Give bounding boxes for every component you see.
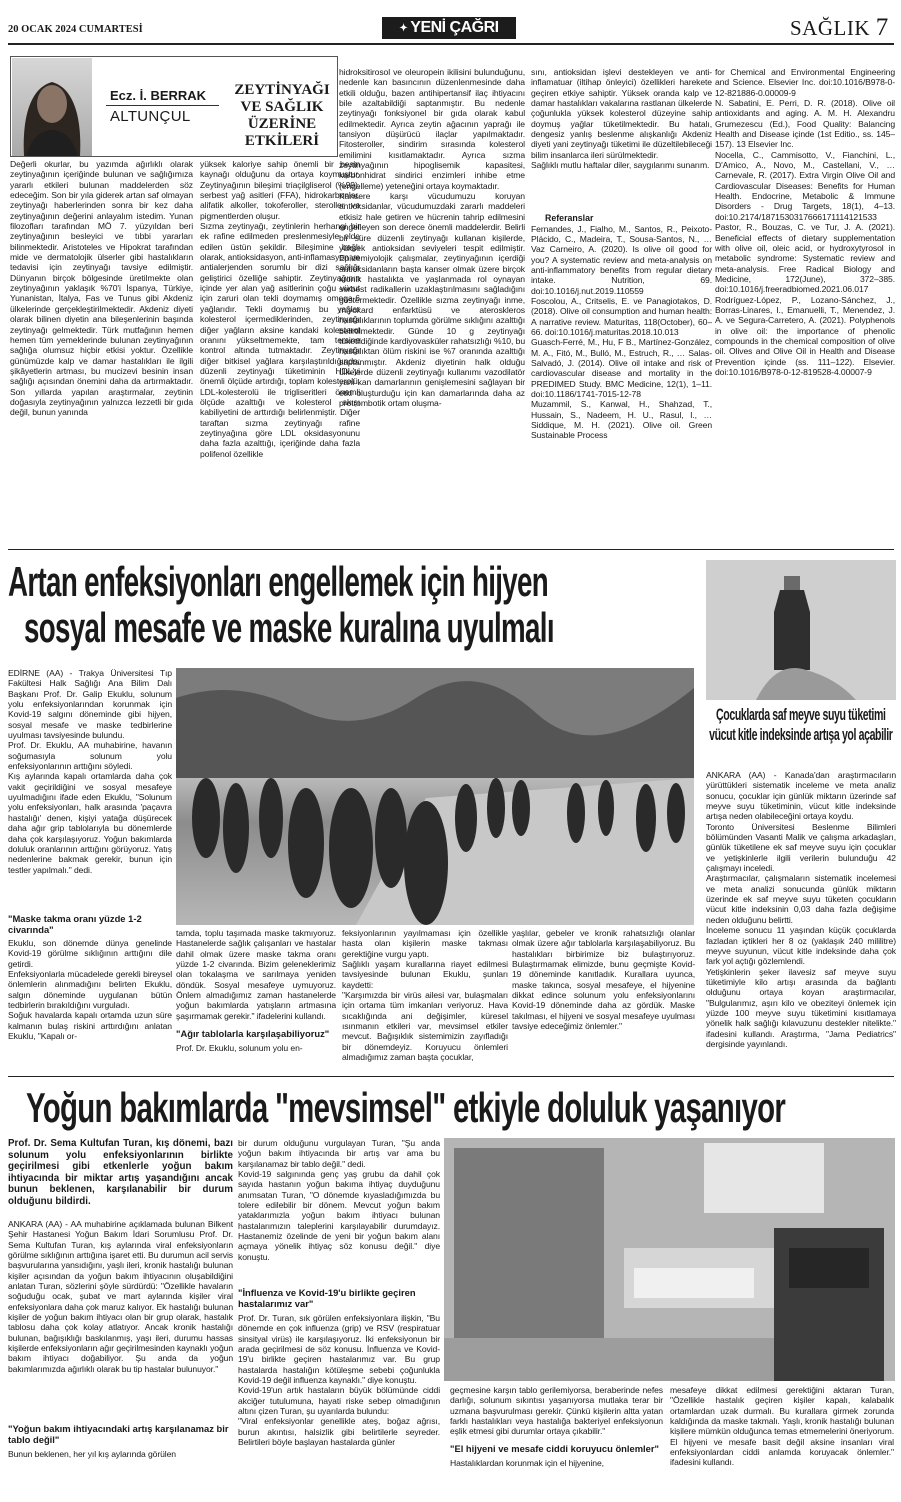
article2-headline-line2: sosyal mesafe ve maske kuralına uyulmalı — [24, 604, 554, 651]
article3-text-col3b: Hastalıklardan korunmak için el hijyenine, — [450, 1458, 604, 1468]
article3-text-col3: geçmesine karşın tablo gerilemiyorsa, beraberinde nefes darlığı, solunum sıkıntısı yaşanıyorsa mutlaka terar bir uzmana başvurulması gerekir. Çünkü kişilerin altta yatan farklı hastalıkları veya hastalığa bakteriyel enfeksiyonun eşlik etmesi gibi durumlar ortaya çıkabilir." — [450, 1385, 663, 1437]
article3-subhead-1: "Yoğun bakım ihtiyacındaki artış karşılanamaz bir tablo değil" — [8, 1423, 229, 1445]
article2-text-col4: yaşlılar, gebeler ve kronik rahatsızlığı olanlar olmak üzere ağır tablolarla karşılaşabiliyoruz. Bu hastalıkları birbirimize biz bulaştırıyoruz. Bulaştırmamak elimizde, bunu geçmişte Kovid-19 döneminde kanıtladık. Kurallara uyunca, maske takınca, sosyal mesafeye, el hijyenine dikkat edince solunum yolu enfeksiyonlarını Kovid-19 döneminde daha az gördük. Maske takılması, el hijyeni ve sosyal mesafeye uyulması tavsiye edeceğimiz önlemler." — [512, 928, 695, 1032]
article3-col1 — [8, 1138, 233, 1498]
author-title: Ecz. İ. BERRAK — [110, 88, 207, 103]
column-text-col1: Değerli okurlar, bu yazımda ağırlıklı olarak zeytinyağının içeriğinde bulunan ve sağlığımıza yararlı etkileri bulunan maddelerden söz edeceğim. Son bir yıla giderek artan saf olmayan zeytinyağı haberlerinden sonra bir kez daha zeytinyağının değerini anlayalım istedim. Yunan filozofları tarafından MÖ 7. yüzyıldan beri zeytinyağının besleyici ve tıbbi yararları bilinmektedir. Aristoteles ve Hipokrat tarafından mide ve dermatolojik ülserler gibi hastalıkların tedavisi için zeytinyağı tavsiye edilmiştir. Dünyanın birçok bölgesinde üretilmekte olan zeytinyağının yaklaşık %70'i İspanya, Türkiye, Yunanistan, İtalya, Fas ve Tunus gibi Akdeniz ülkelerinde gerçekleştirilmektedir. Akdeniz diyeti olarak bilinen diyetin ana bileşenlerinin başında zeytinyağı gelmektedir. Türk mutfağının hemen hemen tüm yemeklerinde bulunan zeytinyağının sağlığa olumsuz hiçbir etkisi yoktur. Özellikle günümüzde kalp ve damar hastalıkları ile ilgili şikâyetlerin artması, bu mucizevi besinin insan sağlığı açısından önemini daha da artırmaktadır. Son yıllarda yapılan araştırmalar, zeytinin doğasıyla zeytinyağının yalnızca lezzetli bir gıda değil, bunun yanında — [10, 159, 193, 418]
juice-bottle-icon — [706, 560, 896, 700]
article2-text-col2: tamda, toplu taşımada maske takmıyoruz. Hastanelerde sağlık çalışanları ve hastalar dahil olmak üzere maske takma oranı yüzde 1-2 civarında. Bizim geleneklerimiz olan tokalaşma ve sarılmaya yeniden döndük. Sosyal mesafeye uymuyoruz. Önlem almadığımız zaman hastanelerde yoğun bakımlarda yatışların artmasına şaşırmamak gerekir." ifadelerini kullandı. — [176, 928, 336, 1021]
section-name: SAĞLIK — [790, 16, 870, 40]
article3-text-col4: mesafeye dikkat edilmesi gerektiğini aktaran Turan, "Özellikle hastalık geçiren kişiler kapalı, kalabalık ortamlardan uzak durmalı. Bu kurallara girmek zorunda kaldığında da maske takmalı. Yaşlı, kronik hastalığı bulunan kişilere mümkün olduğunca temas etmemelerini öneriyorum. El hijyeni ve mesafe basit değil aksine insanları viral enfeksiyonlardan ciddi anlamda koruyacak önlemler." ifadesini kullandı. — [670, 1385, 894, 1468]
article3-text-col2: bir durum olduğunu vurgulayan Turan, "Şu anda yoğun bakım ihtiyacında bir artış var ama bu karşılanamaz bir tablo değil." dedi. Kovid-19 salgınında genç yaş grubu da dahil çok sayıda hastanın yoğun bakıma ihtiyaç duyduğunu anımsatan Turan, "O dönemde kıyasladığımızda bu tolere edilebilir bir dönem. Mevcut yoğun bakım yataklarımızla yoğun bakım ihtiyacı bulunan hastalarımızın taleplerini karşılayabilir durumdayız. Hastanemiz özelinde de yeni bir yoğun bakım alanı açmaya yönelik ihtiyaç söz konusu değil." diye konuştu. — [238, 1138, 440, 1262]
crowd-street-icon — [176, 668, 694, 925]
hospital-bed-icon — [444, 1138, 895, 1381]
section-rule-1 — [8, 549, 894, 550]
article3-lead: Prof. Dr. Sema Kultufan Turan, kış dönemi, bazı solunum yolu enfeksiyonlarının birlikte geçirilmesi gibi etkenlerle yoğun bakım ihtiyacında bir miktar artış yaşandığını ancak bunun beklenen, karşılanabilir bir durum olduğunu bildirdi. — [8, 1138, 233, 1207]
sidebar-photo-juice — [706, 560, 896, 700]
references-col5: for Chemical and Environmental Engineering and Science. Elsevier Inc. doi:10.1016/B978-0-12-821886-0.00009-9 N. Sabatini, E. Perri, D. R. (2018). Olive oil antioxidants and aging. A. M. H. Alexandru Grumezescu (Ed.), Food Quality: Balancing Health and Disease içinde (1st Editio., ss. 145–157). 13 Elsevier Inc. Nocella, C., Cammisotto, V., Fianchini, L., D'Amico, A., Novo, M., Castellani, V., … Carnevale, R. (2017). Extra Virgin Olive Oil and Cardiovascular Diseases: Benefits for Human Health. Endocrine, Metabolic & Immune Disorders - Drug Targets, 18(1), 4–13. doi:10.2174/1871530317666171114121533 Pastor, R., Bouzas, C. ve Tur, J. A. (2021). Beneficial effects of dietary supplementation with olive oil, oleic acid, or hydroxytyrosol in metabolic syndrome: Systematic review and meta-analysis. Free Radical Biology and Medicine, 172(June), 372–385. doi:10.1016/j.freeradbiomed.2021.06.017 Rodríguez-López, P., Lozano-Sánchez, J., Borras-Linares, I., Emanuelli, T., Menendez, J. A. ve Segura-Carretero, A. (2021). Polyphenols in olive oil: the importance of phenolic compounds in the chemical composition of olive oil. Olives and Olive Oil in Health and Disease Prevention içinde (ss. 111–122). Elsevier. doi:10.1016/B978-0-12-819528-4.00007-9 — [715, 67, 895, 377]
section-rule-2 — [8, 1076, 894, 1077]
author-photo — [12, 58, 92, 156]
article2-text-col2b: Prof. Dr. Ekuklu, solunum yolu en- — [176, 1043, 303, 1053]
article3-text-col2b: Prof. Dr. Turan, sık görülen enfeksiyonlara ilişkin, "Bu dönemde en çok influenza (grip) ve RSV (respiratuar sinsityal virüs) ile karşılaşıyoruz. İki enfeksiyonun bir arada geçirilmesi de söz konusu. İnfluenza ve Kovid-19'u birlikte geçiren hastalarımız var. Bu grup hastalarda hastalığın kötüleşme sebebi çoğunlukla Kovid-19 değil influenza kaynaklı." diye konuştu. Kovid-19'un artık hastaların büyük bölümünde ciddi akciğer tutulumuna, hayati riske sebep olmadığının altını çizen Turan, şu uyarılarda bulundu: "Viral enfeksiyonlar genellikle ateş, boğaz ağrısı, burun akıntısı, halsizlik gibi belirtilerle seyreder. Belirtileri böyle başlayan hastalarda günler — [238, 1313, 440, 1448]
article3-photo-icu — [444, 1138, 895, 1381]
logo-star-icon: ✦ — [399, 22, 408, 34]
column-text-col3: hidroksitirosol ve oleuropein ikilisini bulunduğunu, nedenle kan basıncının düzenlenmesinde daha etkili olduğu, bazen antihipertansif ilaç ihtiyacını bile azaltabildiği saptanmıştır. Bu nedenle zeytinyağı fonksiyonel bir gıda olarak kabul edilmektedir. Ayrıca zeytin ağacının yaprağı ile tansiyon düşürücü ilaçlar yapılmaktadır. Fitosteroller, sindirim sırasında kolesterol emilimini kısıtlamaktadır. Ayrıca sızma zeytinyağının hipoglisemik kapasitesi, karbonhidrat sindirici enzimleri inhibe etme (engelleme) yeteneğini ortaya koymaktadır. Kansere karşı vücudumuzu koruyan antioksidanlar, vücudumuzdaki zararlı maddeleri etkisiz hale getiren ve hücrenin tahrip edilmesini engelleyen son derece önemli maddelerdir. Belirli bir süre düzenli zeytinyağı kullanan kişilerde, yüksek antioksidan seviyeleri tespit edilmiştir. Epidemiyolojik çalışmalar, zeytinyağının içerdiği antioksidanların başta kanser olmak üzere birçok kronik hastalıkta ve yaşlanmada rol oynayan serbest radikallerin uzaklaştırılmasını sağladığını göstermektedir. Özellikle sızma zeytinyağı inme, miyokard enfarktüsü ve ateroskleros hastalıklarının toplumda görülme sıklığını azalttığı belirtilmektedir. Günde 10 g zeytinyağı tüketildiğinde kardiyovasküler rahatsızlığı %10, bu hastalıktan ölüm riskini ise %7 oranında azalttığı saptanmıştır. Akdeniz diyetinin halk olduğu ülkelerde düzenli zeytinyağı kullanımı vazodilatör yani kan damarlarının genişlemesini sağlayan bir etki oluşturduğu için kan damarlarında daha az protrombotik ortam oluşma- — [339, 67, 525, 408]
references-col4: Fernandes, J., Fialho, M., Santos, R., Peixoto-Plácido, C., Madeira, T., Sousa-Santos, N., … Vaz Carneiro, A. (2020). Is olive oil good for you? A systematic review and meta-analysis on anti-inflammatory benefits from regular dietary intake. Nutrition, 69. doi:10.1016/j.nut.2019.110559 Foscolou, A., Critselis, E. ve Panagiotakos, D. (2018). Olive oil consumption and human health: A narrative review. Maturitas, 118(October), 60–66. doi:10.1016/j.maturitas.2018.10.013 Guasch-Ferré, M., Hu, F B., Martínez-González, M. A., Fitó, M., Bulló, M., Estruch, R., … Salas-Salvadó, J. (2014). Olive oil intake and risk of cardiovascular disease and mortality in the PREDIMED Study. BMC Medicine, 12(1), 1–11. doi:10.1186/1741-7015-12-78 Muzammil, S., Kanwal, H., Shahzad, T., Hussain, S., Nadeem, H. U., Rasul, I., … Siddique, M. H. (2021). Olive oil. Green Sustainable Process — [531, 223, 712, 441]
column-text-col4: sını, antioksidan işlevi destekleyen ve anti-inflamatuar (iltihap önleyici) özellikleri harekete geçiren etkiye sahiptir. Yüksek oranda kalp ve damar hastalıkları vakalarına rastlanan ülkelerde çoğunlukla yüksek kolesterol düzeyine sahip doymuş yağlar tüketilmektedir. Bu hatalı, dengesiz yanlış beslenme alışkanlığı Akdeniz diyeti yani zeytinyağı tüketimi ile düzeltilebileceği bilim insanlarca ileri sürülmektedir. Sağlıklı mutlu haftalar diler, saygılarımı sunarım. — [531, 67, 712, 171]
article3-text-col1: ANKARA (AA) - AA muhabirine açıklamada bulunan Bilkent Şehir Hastanesi Yoğun Bakım İdari Sorumlusu Prof. Dr. Sema Kultufan Turan, kış aylarında viral enfeksiyonların görülme sıklığının arttığına işaret etti. Bu durumun acil servis başvurularına yansıdığını, yaşlı ileri, kronik hastalığı bulunan kişiler açısından da yoğun bakım ihtiyacının oluşabildiğini anlatan Turan, sözlerini şöyle sürdürdü: "Özellikle havaların soğuduğu ocak, şubat ve mart aylarında kişiler viral enfeksiyonlara daha çok maruz kalıyor. Ek hastalığı bulunan kişiler de yoğun bakım ihtiyacı olan bir grup olarak, hastalık tablosu daha çok kolay atlatıyor. Ancak kronik hastalığı bulunan, bağışıklığı baskılanmış, yaşı ileri, durumu hassas kişilerde enfeksiyonların ağır geçirilmesinden kaynaklı yoğun bakım ihtiyacı doğabiliyor. Şu anda da yoğun bakımlarımızda ağırlıklı olarak bu tip hastalar bulunuyor." — [8, 1219, 233, 1374]
author-name: ALTUNÇUL — [110, 108, 191, 125]
article2-text-col3: feksiyonlarının yayılmaması için özellikle hasta olan kişilerin maske takması gerektiğine vurgu yaptı. Sağlıklı yaşam kurallarına riayet edilmesi tavsiyesinde bulunan Ekuklu, şunları kaydetti: "Karşımızda bir virüs ailesi var, bulaşmaları için ortama tüm imkanları veriyoruz. Hava sıcaklığında ani değişimler, küresel ısınmanın etkileri var, mevsimsel etkiler mevcut. Bağışıklık sistemimizin zayıfladığı bir dönemdeyiz. Koruyucu önlemleri almadığımız zaman başta çocuklar, — [342, 928, 508, 1063]
article3-headline: Yoğun bakımlarda "mevsimsel" etkiyle doluluk yaşanıyor — [26, 1084, 786, 1131]
article2-subhead-2: "Ağır tablolarla karşılaşabiliyoruz" — [176, 1028, 330, 1039]
author-divider — [106, 105, 219, 106]
sidebar-headline: Çocuklarda saf meyve suyu tüketimi vücut kitle indeksinde artışa yol açabilir — [709, 706, 893, 744]
article2-text-col1b: Ekuklu, son dönemde dünya genelinde Kovid-19 görülme sıklığının arttığını dile getirdi. Enfeksiyonlarla mücadelede gerekli bireysel önlemlerin alınmadığını belirten Ekuklu, salgın döneminde uygulanan bütün tedbirlerin bırakıldığını vurguladı. Soğuk havalarda kapalı ortamda uzun süre kalmanın bulaş riskini arttırdığını anlatan Ekuklu, "Kapalı or- — [8, 938, 172, 1042]
issue-date: 20 OCAK 2024 CUMARTESİ — [8, 24, 143, 35]
article2-headline-line1: Artan enfeksiyonları engellemek için hijyen — [8, 558, 549, 605]
article2-col1 — [8, 668, 172, 1072]
article3-text-col1b: Bunun beklenen, her yıl kış aylarında görülen — [8, 1449, 176, 1459]
column-title: ZEYTİNYAĞI VE SAĞLIK ÜZERİNE ETKİLERİ — [234, 82, 330, 149]
column-text-col2: yüksek kaloriye sahip önemli bir besin kaynağı olduğunu da ortaya koymuştur. Zeytinyağının bileşimi triaçilgliserol (%99), serbest yağ asitleri (FFA), hidrokarbonlar, alifatik alkoller, tokoferoller, steroller ve pigmentlerden oluşur. Sızma zeytinyağı, zeytinlerin herhangi bir ek rafine edilmeden preslenmesiyle elde edilen üstün şekildir. Bileşimine bağlı olarak, antioksidasyon, anti-inflamasyon ve antialerjenden sorumlu bir dizi sağlığı geliştirici özelliğe sahiptir. Zeytinyağının içinde yer alan yağ asitlerinin çoğu vücut için zaruri olan tekli doymamış omega-6 yağlarıdır. Tekli doymamış bu yağlar kolesterol içermediklerinden, zeytinyağı diğer yağların aksine kandaki kolesterol oranını yükseltmemekte, tam tersine kontrol altında tutmaktadır. Zeytinyağı diğer bitkisel yağlara karşılaştırıldığında; düzenli zeytinyağı tüketiminin HDL'yi önemli ölçüde artırdığı, toplam kolesterolü, LDL-kolesterolü ile trigliseritleri önemli ölçüde azalttığı ve kolesterol akışı kabiliyetini de arttırdığı belirlenmiştir. Diğer taraftan sızma zeytinyağı rafine zeytinyağına göre LDL oksidasyonunu daha fazla azalttığı, içeriğinde daha fazla polifenol özellikle — [200, 159, 360, 459]
column-col4 — [531, 67, 712, 545]
article3-col3 — [450, 1385, 663, 1498]
article2-text-col1: EDİRNE (AA) - Trakya Üniversitesi Tıp Fakültesi Halk Sağlığı Ana Bilim Dalı Başkanı Prof. Dr. Galip Ekuklu, solunum yolu enfeksiyonlarından korunmak için Kovid-19 salgını döneminde gibi hijyen, sosyal mesafe ve maske tedbirlerine uyulması tavsiyesinde bulundu. Prof. Dr. Ekuklu, AA muhabirine, havanın soğumasıyla solunum yolu enfeksiyonlarının arttığını söyledi. Kış aylarında kapalı ortamlarda daha çok vakit geçirildiğini ve sosyal mesafeye uyulmadığını ifade eden Ekuklu, "Solunum yolu enfeksiyonları, halk arasında 'paçavra hastalığı' denen, kişiyi yatağa düşürecek daha ağır grip tablolarıyla bu dönemlerde daha çok karşılaşıyoruz. Yoğun bakımlarda doluluk oranlarının arttığını görüyoruz. Yatış nedenlerine bakmak gerekir, bunun için testler yapılmalı." dedi. — [8, 668, 172, 875]
references-label: Referanslar — [545, 213, 594, 223]
page-number: 7 — [875, 14, 889, 41]
article2-subhead-1: "Maske takma oranı yüzde 1-2 civarında" — [8, 913, 142, 935]
article3-col2 — [238, 1138, 440, 1498]
section-header — [790, 14, 889, 42]
sidebar-text: ANKARA (AA) - Kanada'dan araştırmacıların yürüttükleri sistematik inceleme ve meta analiz sonucu, çocuklar için günlük miktarın üzerinde saf meyve suyu tüketiminin, vücut kitle indeksinde artışa neden olabileceğini ortaya koydu. Toronto Üniversitesi Beslenme Bilimleri bölümünden Vasanti Malik ve çalışma arkadaşları, günlük tüketilene ek saf meyve suyu için çocuklar ve yetişkinlerle ilgili verilerin bulunduğu 42 çalışmayı inceledi. Araştırmacılar, çalışmaların sistematik incelemesi ve meta analizi sonucunda günlük miktarın üzerinde ek saf meyve suyu tüketen çocukların vücut kitle indeksinin 0,03 daha fazla değişime neden olduğunu belirtti. İnceleme sonucu 11 yaşından küçük çocuklarda fazladan içtikleri her 8 oz (yaklaşık 240 mililitre) meyve suyunun, vücut kitle indeksinde daha çok fark yol açtığı gözlemlendi. Yetişkinlerin şeker ilavesiz saf meyve suyu tüketimiyle kilo artışı arasında da bağlantı olduğunu ortaya koyan araştırmacılar, "Bulgularımız, aşırı kilo ve obeziteyi önlemek için yüzde 100 meyve suyu tüketimini kısıtlamaya yönelik halk sağlığı kılavuzunu destekler nitelikte." ifadesini kullandı. Araştırma, "Jama Pediatrics" dergisinde yayınlandı. — [706, 770, 896, 1049]
author-portrait-icon — [12, 58, 92, 156]
logo-text: YENİ ÇAĞRI — [410, 19, 499, 36]
article2-photo-crowd — [176, 668, 694, 925]
article2-col2 — [176, 928, 336, 1070]
masthead-rule — [8, 43, 894, 45]
article3-subhead-3: "El hijyeni ve mesafe ciddi koruyucu önlemler" — [450, 1443, 659, 1454]
article3-subhead-2: "İnfluenza ve Kovid-19'u birlikte geçiren hastalarımız var" — [238, 1287, 416, 1309]
newspaper-logo — [382, 17, 516, 39]
